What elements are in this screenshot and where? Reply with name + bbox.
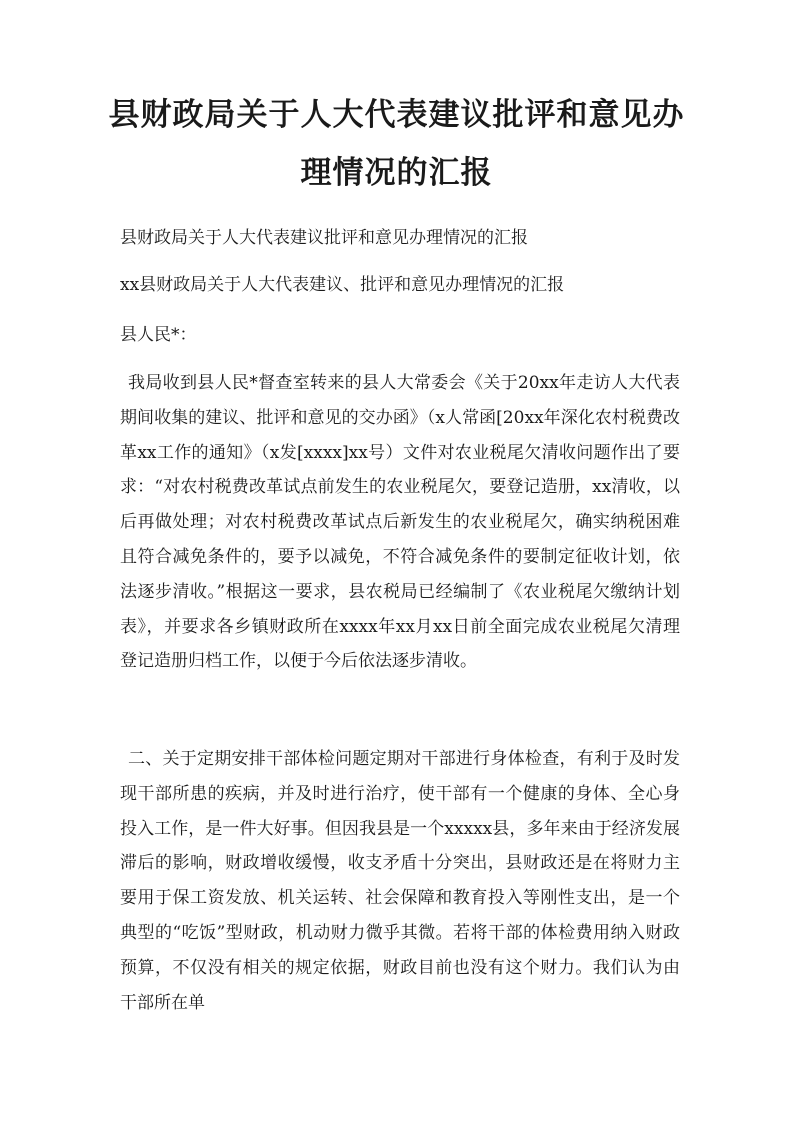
subtitle-line: 县财政局关于人大代表建议批评和意见办理情况的汇报 [120,228,528,248]
salutation: 县人民*： [120,325,197,345]
body-paragraph: 我局收到县人民*督查室转来的县人大常委会《关于20xx年走访人大代表期间收集的建议、批评和意见的交办函》（x人常函[20xx年深化农村税费改革xx工作的通知》（x发[xxxx]xx号）文件对农业税尾欠清收问题作出了要求：“对农村税费改革试点前发生的农业税尾欠，要登记造册，xx清收，以后再做处理；对农村税费改革试点后新发生的农业税尾欠，确实纳税困难且符合减免条件的，要予以减免，不符合减免条件的要制定征收计划，依法逐步清收。”根据这一要求，县农税局已经编制了《农业税尾欠缴纳计划表》，并要求各乡镇财政所在xxxx年xx月xx日前全面完成农业税尾欠清理登记造册归档工作，以便于今后依法逐步清收。 [120,373,680,672]
heading-line: xx县财政局关于人大代表建议、批评和意见办理情况的汇报 [120,275,565,295]
document-title: 县财政局关于人大代表建议批评和意见办理情况的汇报 [108,97,685,191]
body-paragraph: 二、关于定期安排干部体检问题定期对干部进行身体检查，有利于及时发现干部所患的疾病，并及时进行治疗，使干部有一个健康的身体、全心身投入工作，是一件大好事。但因我县是一个xxxxx县，多年来由于经济发展滞后的影响，财政增收缓慢，收支矛盾十分突出，县财政还是在将财力主要用于保工资发放、机关运转、社会保障和教育投入等刚性支出，是一个典型的“吃饭”型财政，机动财力微乎其微。若将干部的体检费用纳入财政预算，不仅没有相关的规定依据，财政目前也没有这个财力。我们认为由干部所在单 [120,749,680,1013]
